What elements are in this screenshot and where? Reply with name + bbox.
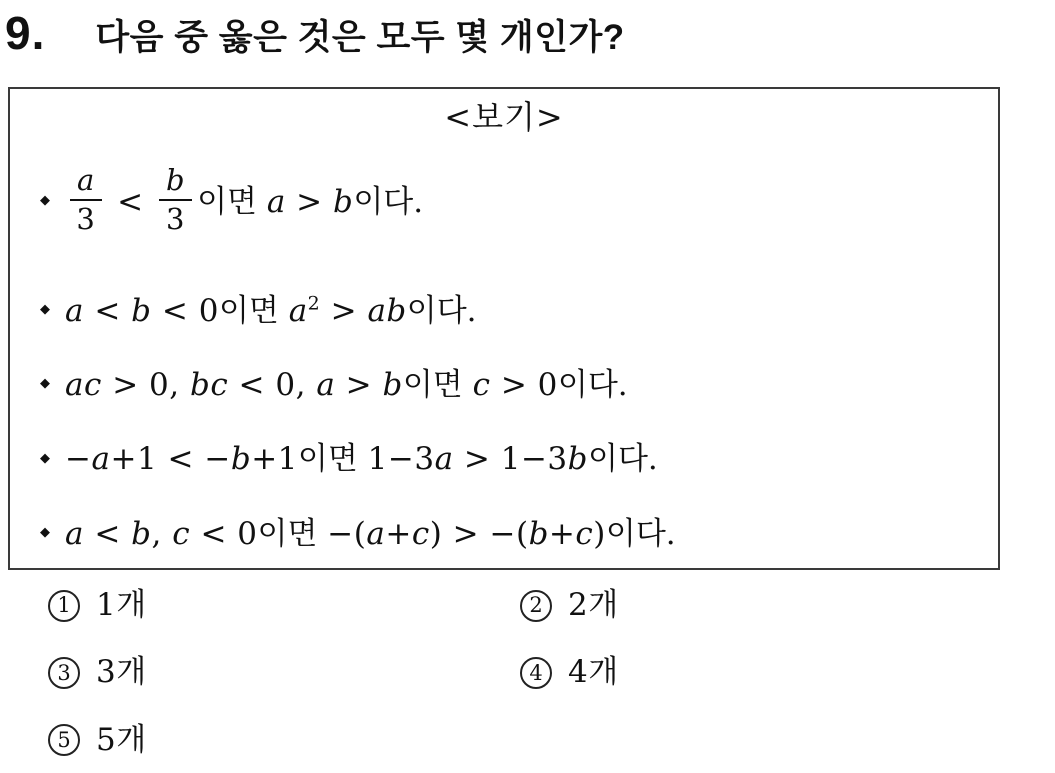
statement-expression-3: ac > 0, bc < 0, a > b이면 c > 0이다. [65,367,628,404]
diamond-bullet-icon: ◆ [40,376,50,392]
choice-2[interactable] [520,584,619,627]
choice-1[interactable] [48,584,520,627]
statement-item-2 [10,290,998,333]
choice-5[interactable] [48,719,520,762]
choice-label-2: 2개 [568,587,619,623]
statement-expression-4: −a+1 < −b+1이면 1−3a > 1−3b이다. [65,441,658,478]
example-box [8,87,1000,570]
statement-expression-1: $\frac{a}{3}$ < $\frac{b}{3}$ 이면 a > b이다. [65,184,423,220]
diamond-bullet-icon: ◆ [40,302,50,318]
circled-number-5: 5 [48,724,80,756]
statement-item-3 [10,364,998,407]
choice-4[interactable] [520,651,619,694]
statement-expression-2: a < b < 0이면 $a^2$ > ab이다. [65,292,477,329]
example-box-title: <보기> [444,98,564,136]
question-text: 다음 중 옳은 것은 모두 몇 개인가? [95,18,625,57]
circled-number-2: 2 [520,590,552,622]
choice-label-4: 4개 [568,654,619,691]
circled-number-3: 3 [48,657,80,689]
statement-item-5 [10,513,998,556]
circled-number-1: 1 [48,590,80,622]
statement-item-4 [10,438,998,481]
choice-3[interactable] [48,651,520,694]
diamond-bullet-icon: ◆ [40,525,50,541]
circled-number-4: 4 [520,657,552,689]
choice-label-3: 3개 [96,654,147,691]
choice-label-5: 5개 [96,721,147,758]
statement-item-1 [10,163,998,240]
question-number: 9. [5,7,46,59]
choice-label-1: 1개 [96,587,147,623]
statement-expression-5: a < b, c < 0이면 −(a+c) > −(b+c)이다. [65,515,676,552]
diamond-bullet-icon: ◆ [40,193,50,209]
diamond-bullet-icon: ◆ [40,450,50,466]
answer-choices [48,584,1055,762]
question-header [0,0,1055,59]
